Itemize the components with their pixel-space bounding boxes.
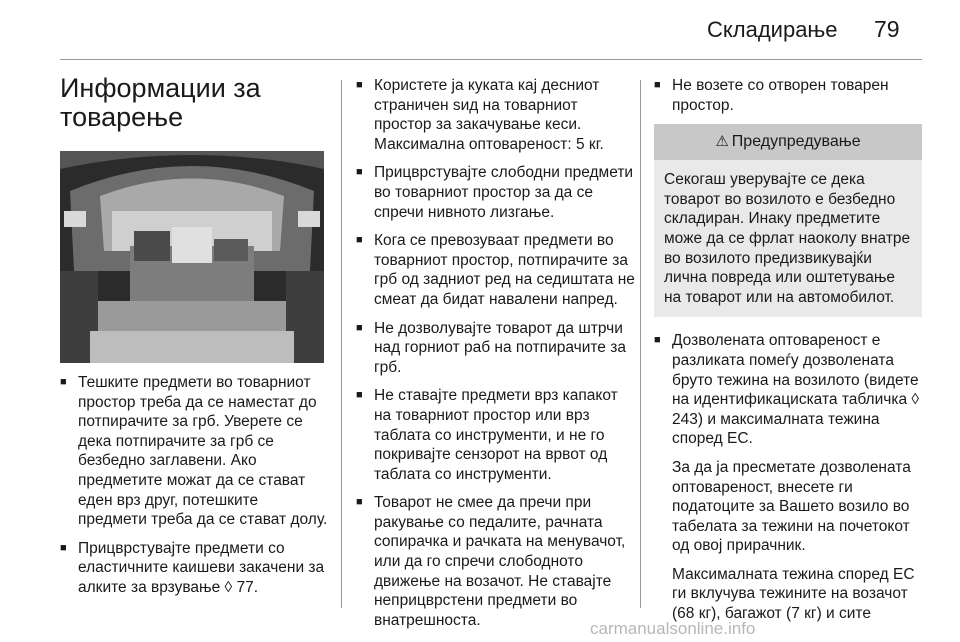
column-3	[654, 76, 922, 633]
header-title: Складирање	[707, 17, 838, 42]
watermark: carmanualsonline.info	[590, 619, 756, 638]
list-item: ■ Товарот не смее да пречи при ракување со педалите, рачната сопирачка и рачката на менувачот, или да го спречи слободното движење на возачот. Не ставајте неприцврстени предмети во внатрешноста.	[356, 493, 638, 630]
list-item: ■ Не возете со отворен товарен простор.	[654, 76, 922, 115]
list-item: ■ Дозволената оптовареност е разликата помеѓу дозволената бруто тежина на возилото (видете на идентификациската табличка ◊ 243) и максималната тежина според ЕС.	[654, 331, 922, 449]
header-divider	[60, 59, 922, 60]
list-item: ■ Прицврстувајте слободни предмети во товарниот простор за да се спречи нивното лизгање.	[356, 163, 638, 222]
car-cargo-photo	[60, 151, 324, 363]
list-item: ■ Користете ја куката кај десниот страничен ѕид на товарниот простор за закачување кеси. Максимална оптовареност: 5 кг.	[356, 76, 638, 154]
list-item: ■ Кога се превозуваат предмети во товарниот простор, потпирачите за грб од задниот ред на седиштата не смеат да бидат навалени напред.	[356, 231, 638, 309]
page-header	[0, 0, 960, 62]
column-2	[356, 76, 638, 639]
paragraph: За да ја пресметате дозволената оптовареност, внесете ги податоците за Вашето возило во табелата за тежини на почетокот од овој прирачник.	[672, 458, 911, 555]
warning-header	[654, 124, 922, 160]
column-divider-2	[640, 80, 641, 608]
column-divider-1	[341, 80, 342, 608]
warning-box	[654, 124, 922, 317]
column-1	[60, 373, 328, 607]
section-title: Информации за товарење	[60, 73, 261, 132]
warning-title: Предупредување	[731, 133, 861, 151]
warning-triangle-icon: ⚠	[715, 133, 729, 151]
list-item: ■ Не ставајте предмети врз капакот на товарниот простор или врз таблата со инструменти, и не го покривајте сензорот на врвот од таблата со инструменти.	[356, 386, 638, 484]
page-number: 79	[874, 16, 900, 42]
paragraph: Максималната тежина според ЕС ги вклучува тежините на возачот (68 кг), багажот (7 кг) и сите	[672, 565, 915, 623]
warning-body: Секогаш уверувајте се дека товарот во возилото е безбедно складиран. Инаку предметите може да се фрлат наоколу внатре во возилото предизвикувајќи лична повреда или оштетување на товарот или на автомобилот.	[664, 171, 911, 306]
list-item: ■ Прицврстувајте предмети со еластичните каишеви закачени за алките за врзување ◊ 77.	[60, 539, 328, 598]
list-item: ■ Тешките предмети во товарниот простор треба да се наместат до потпирачите за грб. Уверете се дека потпирачите за грб се безбедно заглавени. Ако предметите можат да се стават еден врз друг, потешките предмети треба да се стават долу.	[60, 373, 328, 530]
list-item: ■ Не дозволувајте товарот да штрчи над горниот раб на потпирачите за грб.	[356, 319, 638, 378]
car-cargo-illustration	[60, 151, 324, 363]
